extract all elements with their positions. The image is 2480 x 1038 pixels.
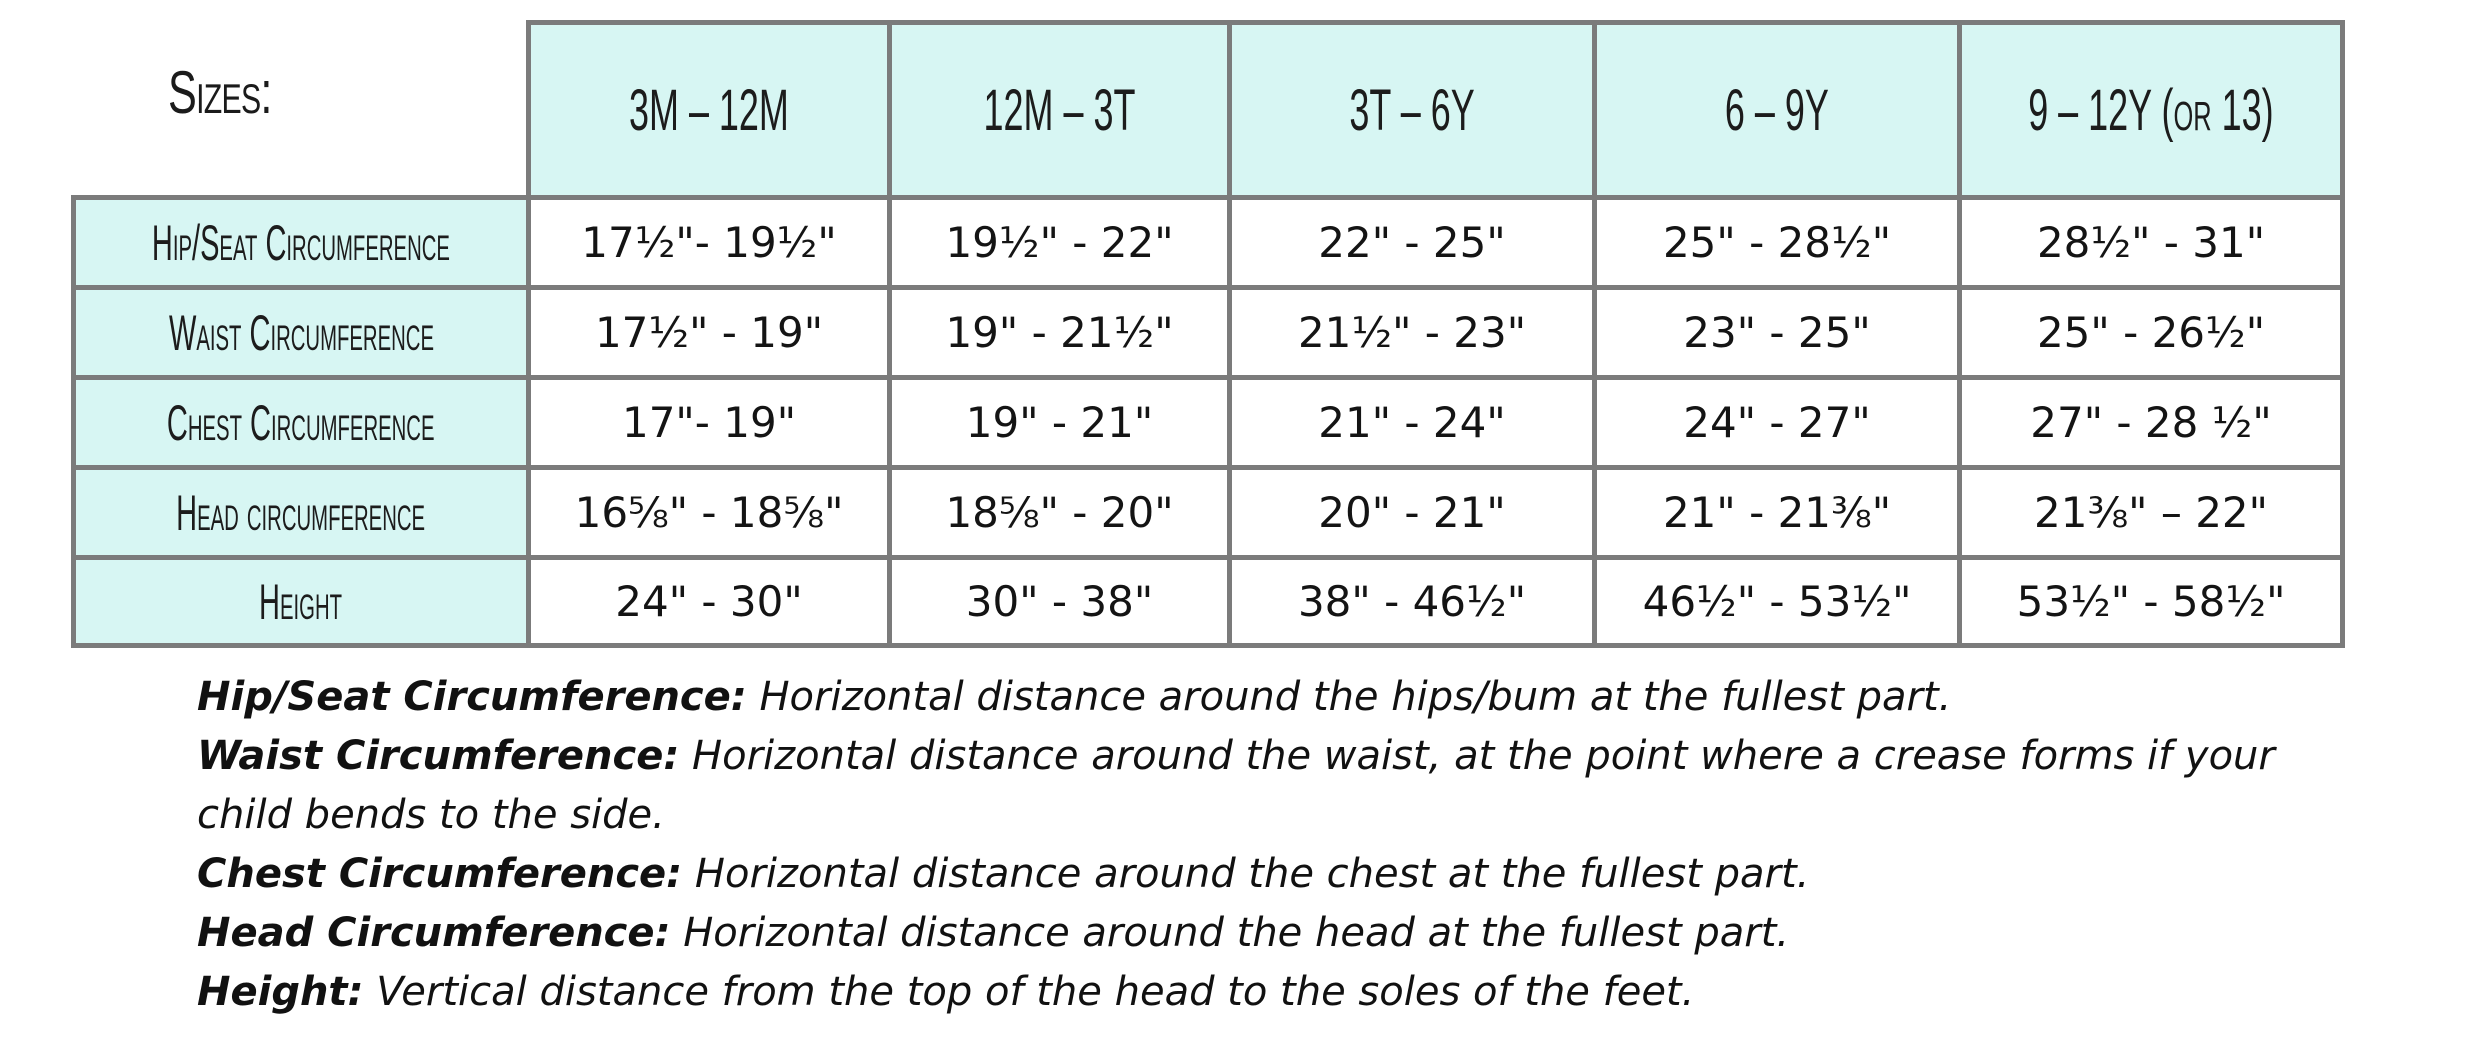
- table-cell: 30" - 38": [887, 555, 1232, 648]
- table-cell: 25" - 26½": [1957, 285, 2345, 380]
- table-cell: 23" - 25": [1592, 285, 1962, 380]
- table-cell: 46½" - 53½": [1592, 555, 1962, 648]
- definition-line: [197, 963, 2337, 1022]
- size-column-label: 3M – 12M: [629, 77, 789, 143]
- size-column-label: 3T – 6Y: [1349, 77, 1475, 143]
- table-cell: 24" - 30": [526, 555, 892, 648]
- measurement-label-text: Hip/Seat Circumference: [151, 214, 451, 271]
- size-column-header: [1957, 20, 2345, 200]
- measurement-label: [71, 375, 531, 470]
- definition-line: [197, 845, 2337, 904]
- table-cell: 16⅝" - 18⅝": [526, 465, 892, 560]
- table-cell: 27" - 28 ½": [1957, 375, 2345, 470]
- measurement-label: [71, 285, 531, 380]
- table-cell: 25" - 28½": [1592, 195, 1962, 290]
- table-cell: 20" - 21": [1227, 465, 1597, 560]
- definition-term: Hip/Seat Circumference:: [197, 674, 747, 720]
- table-cell: 22" - 25": [1227, 195, 1597, 290]
- size-column-header: [887, 20, 1232, 200]
- table-cell: 17½"- 19½": [526, 195, 892, 290]
- size-column-header: [1592, 20, 1962, 200]
- size-column-label: 9 – 12Y (or 13): [2028, 77, 2274, 143]
- definition-line: [197, 904, 2337, 963]
- measurement-definitions: [197, 668, 2337, 1022]
- table-cell: 21⅜" – 22": [1957, 465, 2345, 560]
- table-cell: 21" - 24": [1227, 375, 1597, 470]
- table-cell: 19" - 21½": [887, 285, 1232, 380]
- table-cell: 53½" - 58½": [1957, 555, 2345, 648]
- table-cell: 17"- 19": [526, 375, 892, 470]
- measurement-label-text: Height: [259, 573, 343, 630]
- definition-text: Horizontal distance around the head at the fullest part.: [670, 910, 1790, 956]
- size-column-header: [1227, 20, 1597, 200]
- definition-line: [197, 668, 2337, 727]
- size-chart-table: [71, 20, 2345, 648]
- table-cell: 38" - 46½": [1227, 555, 1597, 648]
- definition-line: [197, 727, 2337, 845]
- table-cell: 24" - 27": [1592, 375, 1962, 470]
- table-cell: 28½" - 31": [1957, 195, 2345, 290]
- measurement-label: [71, 465, 531, 560]
- table-cell: 19½" - 22": [887, 195, 1232, 290]
- measurement-label-text: Chest Circumference: [167, 394, 435, 451]
- definition-term: Chest Circumference:: [197, 851, 683, 897]
- definition-term: Waist Circumference:: [197, 733, 680, 779]
- table-cell: 17½" - 19": [526, 285, 892, 380]
- measurement-label-text: Head circumference: [176, 484, 426, 541]
- definition-text: Horizontal distance around the chest at the fullest part.: [682, 851, 1810, 897]
- table-cell: 21½" - 23": [1227, 285, 1597, 380]
- measurement-label-text: Waist Circumference: [168, 304, 434, 361]
- measurement-label: [71, 555, 531, 648]
- table-cell: 19" - 21": [887, 375, 1232, 470]
- definition-text: Horizontal distance around the hips/bum at the fullest part.: [746, 674, 1952, 720]
- table-cell: 21" - 21⅜": [1592, 465, 1962, 560]
- table-cell: 18⅝" - 20": [887, 465, 1232, 560]
- size-column-label: 12M – 3T: [983, 77, 1136, 143]
- size-column-label: 6 – 9Y: [1725, 77, 1829, 143]
- definition-text: Vertical distance from the top of the head to the soles of the feet.: [363, 969, 1695, 1015]
- measurement-label: [71, 195, 531, 290]
- definition-term: Head Circumference:: [197, 910, 671, 956]
- size-column-header: [526, 20, 892, 200]
- definition-term: Height:: [197, 969, 364, 1015]
- definition-text: Horizontal distance around the waist, at the point where a crease forms if your child bends to the side.: [197, 733, 2275, 838]
- sizes-title: Sizes:: [168, 59, 272, 126]
